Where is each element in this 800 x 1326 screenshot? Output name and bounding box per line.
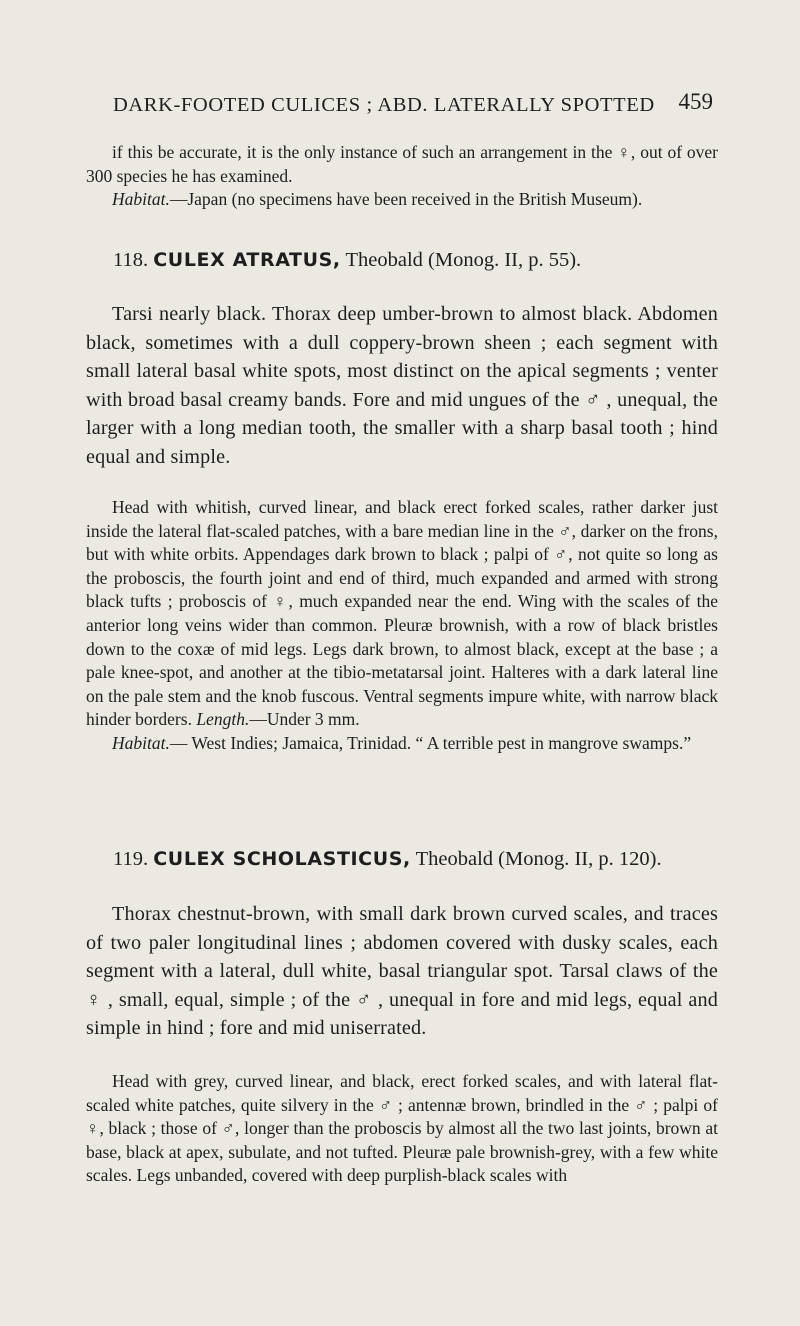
- species-119-diagnosis: [86, 900, 718, 1043]
- description-paragraph: [86, 496, 718, 732]
- habitat-text: —Japan (no specimens have been received in the British Museum).: [169, 189, 643, 210]
- diagnosis-paragraph: Thorax chestnut-brown, with small dark brown curved scales, and traces of two paler longitudinal lines ; abdomen covered with dusky scales, each segment with a lateral, dull white, basal triangular spot. Tarsal claws of the ♀ , small, equal, simple ; of the ♂ , unequal in fore and mid legs, equal and simple in hind ; fore and mid uniserrated.: [86, 903, 718, 1039]
- species-number: 118.: [113, 249, 149, 271]
- species-119-heading: [113, 848, 745, 871]
- intro-habitat: [86, 188, 718, 212]
- running-title: DARK-FOOTED CULICES ; ABD. LATERALLY SPOTTED: [113, 94, 655, 116]
- species-name: CULEX ATRATUS,: [153, 249, 341, 271]
- species-118-description: [86, 496, 718, 756]
- intro-section: [86, 141, 718, 212]
- species-118-diagnosis: [86, 300, 718, 471]
- species-name: CULEX SCHOLASTICUS,: [153, 848, 411, 870]
- length-text: —Under 3 mm.: [249, 709, 360, 730]
- species-citation: Theobald (Monog. II, p. 55).: [345, 249, 582, 271]
- species-119-description: [86, 1070, 718, 1188]
- diagnosis-paragraph: Tarsi nearly black. Thorax deep umber-brown to almost black. Abdomen black, sometimes with a dull coppery-brown sheen ; each segment with small lateral basal white spots, most distinct on the apical segments ; venter with broad basal creamy bands. Fore and mid ungues of the ♂ , unequal, the larger with a long median tooth, the smaller with a sharp basal tooth ; hind equal and simple.: [86, 303, 718, 468]
- species-number: 119.: [113, 848, 149, 870]
- page-number: 459: [678, 89, 713, 114]
- habitat-text: — West Indies; Jamaica, Trinidad. “ A terrible pest in mangrove swamps.”: [169, 732, 692, 753]
- description-paragraph: Head with grey, curved linear, and black, erect forked scales, and with lateral flat-scaled white patches, quite silvery in the ♂ ; antennæ brown, brindled in the ♂ ; palpi of ♀, black ; those of ♂, longer than the proboscis by almost all the two last joints, brown at base, black at apex, subulate, and not tufted. Pleuræ pale brownish-grey, with a few white scales. Legs unbanded, covered with deep purplish-black scales with: [86, 1071, 718, 1186]
- species-citation: Theobald (Monog. II, p. 120).: [415, 848, 662, 870]
- species-118-heading: [113, 249, 745, 272]
- length-label: Length.: [196, 709, 250, 730]
- habitat-paragraph: [86, 732, 718, 756]
- running-head: [113, 89, 713, 124]
- habitat-label: Habitat.: [112, 189, 170, 210]
- habitat-label: Habitat.: [112, 732, 170, 753]
- description-text: Head with whitish, curved linear, and black erect forked scales, rather darker just inside the lateral flat-scaled patches, with a bare median line in the ♂, darker on the frons, but with white orbits. Appendages dark brown to black ; palpi of ♂, not quite so long as the proboscis, the fourth joint and end of third, much expanded and armed with strong black tufts ; proboscis of ♀, much expanded near the end. Wing with the scales of the anterior long veins wider than common. Pleuræ brownish, with a row of black bristles down to the coxæ of mid legs. Legs dark brown, to almost black, except at the base ; a pale knee-spot, and another at the tibio-metatarsal joint. Halteres with a dark lateral line on the pale stem and the knob fuscous. Ventral segments impure white, with narrow black hinder borders.: [86, 497, 718, 730]
- intro-paragraph: if this be accurate, it is the only instance of such an arrangement in the ♀, out of over 300 species he has examined.: [86, 142, 718, 186]
